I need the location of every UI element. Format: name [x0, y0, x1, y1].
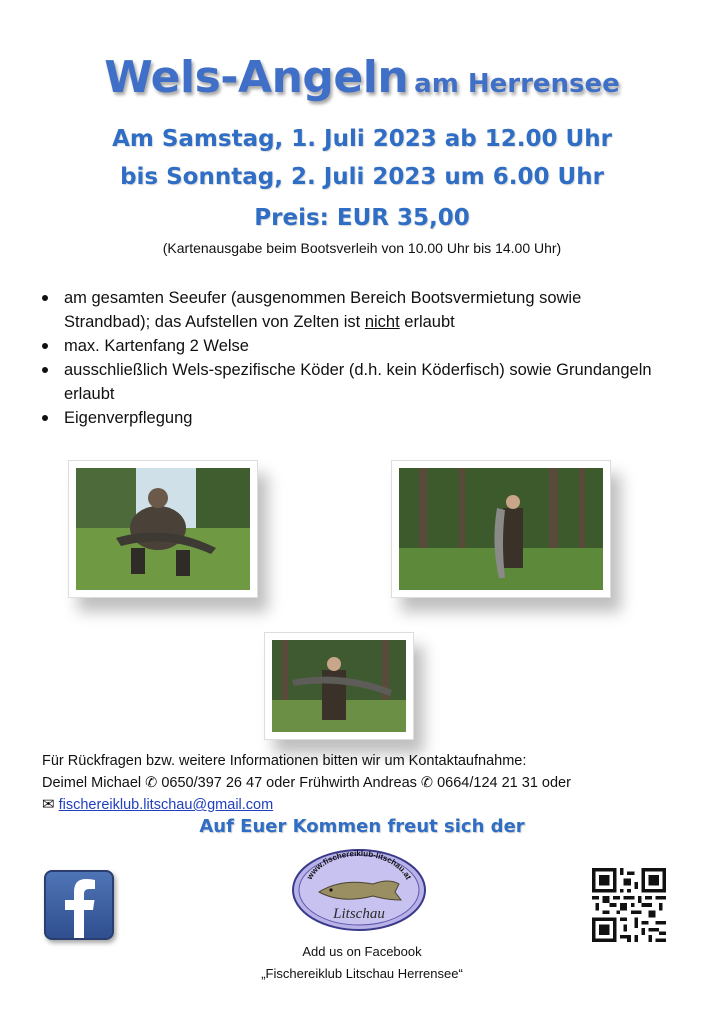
list-item: max. Kartenfang 2 Welse: [40, 334, 660, 358]
title-suffix: am Herrensee: [414, 69, 620, 99]
title-main: Wels-Angeln: [104, 52, 409, 103]
list-item: am gesamten Seeufer (ausgenommen Bereich Bootsvermietung sowie Strandbad); das Aufstellen von Zelten ist nicht erlaubt: [40, 286, 660, 334]
contact-email-row: [42, 794, 682, 816]
photo-catfish-2: [391, 460, 611, 598]
phone-number-2[interactable]: 0664/124 21 31 oder: [437, 775, 571, 791]
photo-image: [272, 640, 406, 732]
club-logo-image: [291, 848, 427, 932]
list-item: ausschließlich Wels-spezifische Köder (d.h. kein Köderfisch) sowie Grundangeln erlaubt: [40, 358, 660, 406]
contact-intro: Für Rückfragen bzw. weitere Informationen bitten wir um Kontaktaufnahme:: [42, 753, 527, 769]
photo-catfish-3: [264, 632, 414, 740]
price: Preis: EUR 35,00: [254, 205, 470, 231]
phone-number-1[interactable]: 0650/397 26 47: [161, 775, 263, 791]
underlined-word: nicht: [364, 313, 400, 331]
facebook-glyph: [46, 872, 112, 938]
photo-catfish-1: [68, 460, 258, 598]
contact-connector: oder Frühwirth Andreas: [266, 775, 417, 791]
facebook-icon[interactable]: [44, 870, 114, 940]
footer-facebook-page: „Fischereiklub Litschau Herrensee“: [261, 966, 463, 981]
phone-icon: ✆: [420, 775, 434, 791]
svg-text:www.fischereiklub-litschau.at: www.fischereiklub-litschau.at: [305, 849, 414, 881]
rules-list: [40, 286, 660, 430]
qr-code[interactable]: [592, 868, 666, 942]
footer-facebook-cta: Add us on Facebook: [302, 944, 422, 959]
club-logo: [291, 848, 427, 932]
schedule-end: bis Sonntag, 2. Juli 2023 um 6.00 Uhr: [120, 164, 604, 190]
ticket-note: (Kartenausgabe beim Bootsverleih von 10.00 Uhr bis 14.00 Uhr): [162, 240, 562, 256]
closing-line: Auf Euer Kommen freut sich der: [199, 816, 525, 837]
contact-phones: [42, 772, 682, 794]
mail-icon: ✉: [42, 796, 55, 813]
phone-icon: ✆: [145, 775, 158, 791]
list-item: Eigenverpflegung: [40, 406, 660, 430]
page-title: [0, 52, 724, 103]
qr-code-image: [592, 868, 666, 942]
photo-image: [76, 468, 250, 590]
email-link[interactable]: fischereiklub.litschau@gmail.com: [58, 797, 274, 813]
schedule-start: Am Samstag, 1. Juli 2023 ab 12.00 Uhr: [112, 126, 612, 152]
photo-image: [399, 468, 603, 590]
logo-name: Litschau: [333, 906, 385, 922]
contact-name-1: Deimel Michael: [42, 775, 142, 791]
